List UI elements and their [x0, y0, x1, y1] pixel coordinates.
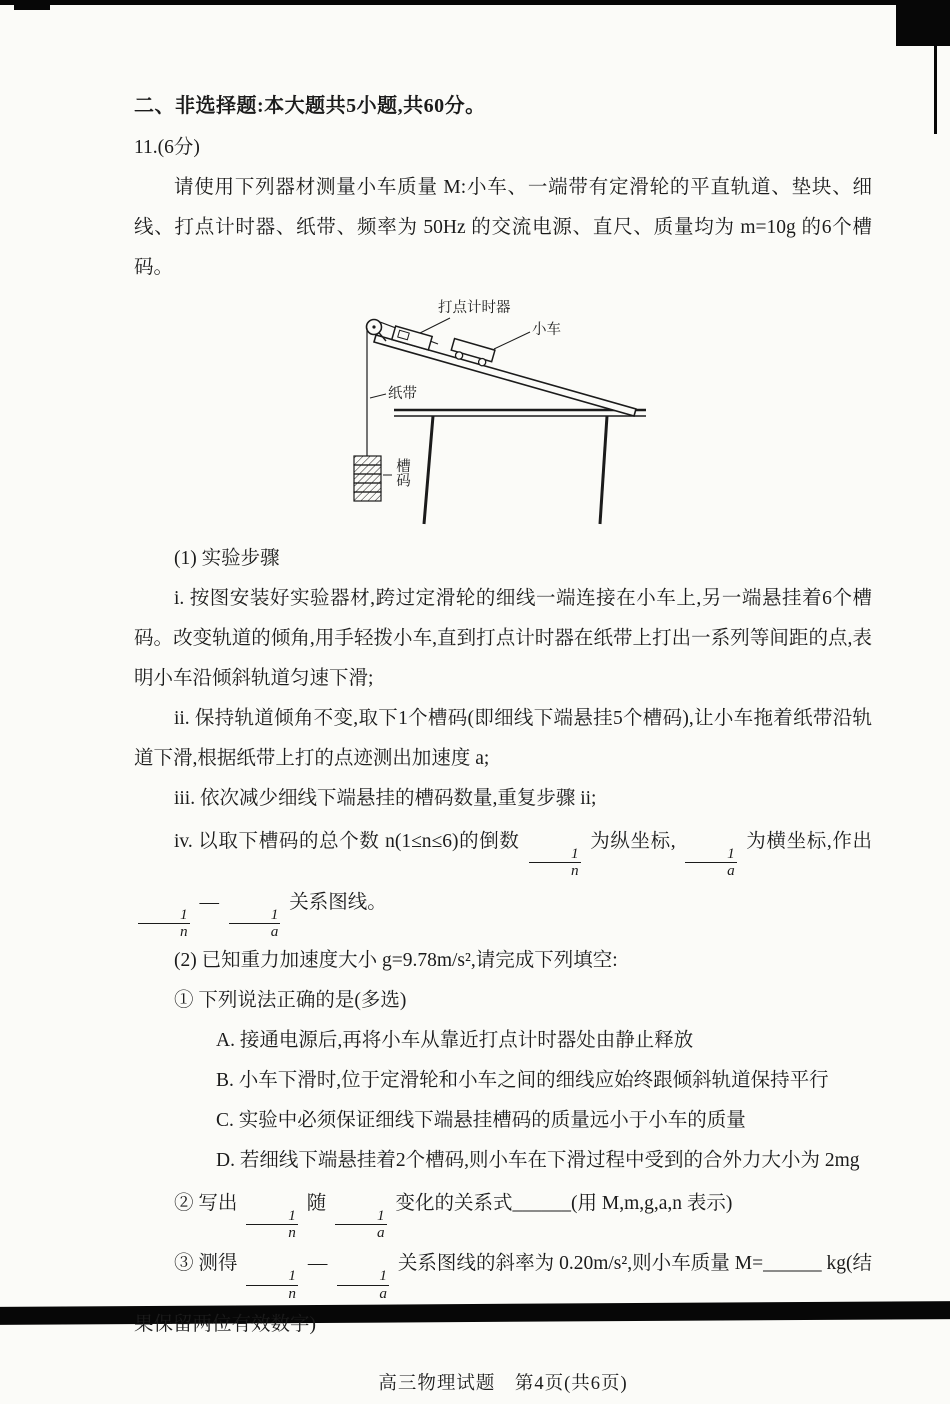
part1-title: (1) 实验步骤 [173, 548, 280, 569]
page-footer: 高三物理试题 第4页(共6页) [378, 1374, 628, 1395]
step-iv-seg1: iv. 以取下槽码的总个数 n(1≤n≤6)的倒数 [173, 831, 520, 852]
option-c: C. 实验中必须保证细线下端悬挂槽码的质量远小于小车的质量 [216, 1109, 746, 1131]
step-ii: ii. 保持轨道倾角不变,取下1个槽码(即细线下端悬挂5个槽码),让小车拖着纸带沿轨道下滑,根据纸带上打的点迹测出加速度 a; [134, 708, 872, 769]
apparatus-figure [126, 294, 872, 531]
step-iv [134, 819, 872, 941]
scan-corner-top-right [896, 0, 950, 46]
fraction-1-over-n: $\frac{1}{n}$ [529, 846, 581, 880]
q3 [134, 1241, 872, 1348]
tape-label-leader [370, 394, 386, 398]
step-iv-seg4: 关系图线。 [289, 891, 387, 913]
exam-page [134, 86, 872, 1404]
scan-mark-top-left [14, 0, 50, 10]
step-iv-seg3: 为横坐标,作出 [746, 831, 873, 852]
tape-label: 纸带 [388, 386, 417, 402]
fraction-1-over-n: $\frac{1}{n}$ [138, 907, 190, 941]
q2-seg3: 变化的关系式______(用 M,m,g,a,n 表示) [395, 1192, 733, 1214]
step-iv-seg2: 为纵坐标, [590, 831, 676, 852]
part2-title: (2) 已知重力加速度大小 g=9.78m/s²,请完成下列填空: [173, 949, 618, 971]
step-iii: iii. 依次减少细线下端悬挂的槽码数量,重复步骤 ii; [173, 788, 597, 809]
timer-label: 打点计时器 [438, 300, 511, 316]
q3-seg2: 关系图线的斜率为 0.20m/s²,则小车质量 M=______ kg(结果保留两位有效数字) [134, 1253, 873, 1336]
fraction-1-over-n: $\frac{1}{n}$ [246, 1208, 298, 1242]
q2 [134, 1181, 872, 1242]
q2-seg2: 随 [306, 1192, 327, 1214]
option-a: A. 接通电源后,再将小车从靠近打点计时器处由静止释放 [216, 1029, 694, 1051]
fraction-1-over-a: $\frac{1}{a}$ [335, 1208, 387, 1242]
question-intro: 请使用下列器材测量小车质量 M:小车、一端带有定滑轮的平直轨道、垫块、细线、打点计时器、纸带、频率为 50Hz 的交流电源、直尺、质量均为 m=10g 的6个槽码。 [134, 177, 872, 278]
weights-stack [354, 456, 381, 501]
step-i: i. 按图安装好实验器材,跨过定滑轮的细线一端连接在小车上,另一端悬挂着6个槽码。改变轨道的倾角,用手轻拨小车,直到打点计时器在纸带上打出一系列等间距的点,表明小车沿倾斜轨道匀速下滑; [134, 588, 872, 689]
option-d: D. 若细线下端悬挂着2个槽码,则小车在下滑过程中受到的合外力大小为 2mg [216, 1149, 860, 1171]
fraction-1-over-a: $\frac{1}{a}$ [229, 907, 281, 941]
cart-label: 小车 [532, 322, 561, 338]
q1-stem: ① 下列说法正确的是(多选) [173, 989, 407, 1011]
inclined-track [374, 335, 636, 416]
question-number: 11.(6分) [134, 137, 200, 158]
section-header: 二、非选择题:本大题共5小题,共60分。 [134, 95, 486, 117]
apparatus-diagram [334, 294, 664, 526]
fraction-1-over-a: $\frac{1}{a}$ [685, 846, 737, 880]
fraction-1-over-n: $\frac{1}{n}$ [246, 1268, 298, 1302]
fraction-1-over-a: $\frac{1}{a}$ [337, 1268, 389, 1302]
q3-seg1: ③ 测得 [173, 1253, 238, 1275]
timer-label-leader [420, 318, 450, 333]
scan-edge-right [934, 44, 937, 134]
q2-seg1: ② 写出 [173, 1192, 238, 1214]
table [394, 410, 646, 524]
cart-label-leader [494, 332, 530, 349]
dash: — [199, 891, 219, 913]
dash: — [307, 1253, 328, 1275]
weights-label: 槽码 [394, 458, 410, 487]
option-list [134, 1021, 872, 1181]
option-b: B. 小车下滑时,位于定滑轮和小车之间的细线应始终跟倾斜轨道保持平行 [216, 1069, 829, 1091]
scan-edge-top [0, 0, 950, 5]
